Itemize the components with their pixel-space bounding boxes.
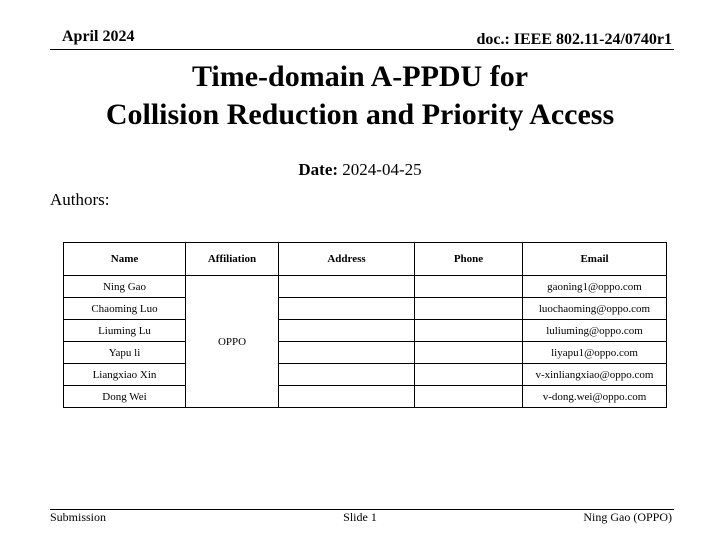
author-email: v-dong.wei@oppo.com (523, 386, 667, 408)
author-email: v-xinliangxiao@oppo.com (523, 364, 667, 386)
title-line-1: Time-domain A-PPDU for (191, 60, 529, 93)
header-name: Name (64, 243, 186, 276)
author-email: luochaoming@oppo.com (523, 298, 667, 320)
author-address (279, 320, 415, 342)
header-address: Address (279, 243, 415, 276)
header-affiliation: Affiliation (186, 243, 279, 276)
footer-author: Ning Gao (OPPO) (583, 510, 672, 524)
author-phone (415, 342, 523, 364)
author-address (279, 298, 415, 320)
date-label: Date: (298, 160, 339, 179)
header-doc-id: doc.: IEEE 802.11-24/0740r1 (476, 31, 672, 48)
date-line (0, 160, 720, 180)
author-phone (415, 320, 523, 342)
table-row (64, 364, 667, 386)
author-phone (415, 386, 523, 408)
footer-slide-number: Slide 1 (343, 510, 377, 524)
author-phone (415, 298, 523, 320)
author-name: Liuming Lu (64, 320, 186, 342)
author-phone (415, 276, 523, 298)
table-row (64, 298, 667, 320)
authors-label: Authors: (50, 190, 110, 209)
author-affiliation: OPPO (186, 276, 279, 408)
author-name: Chaoming Luo (64, 298, 186, 320)
header-phone: Phone (415, 243, 523, 276)
author-address (279, 386, 415, 408)
author-name: Ning Gao (64, 276, 186, 298)
footer-submission: Submission (50, 510, 107, 524)
table-row (64, 320, 667, 342)
author-email: luliuming@oppo.com (523, 320, 667, 342)
author-name: Liangxiao Xin (64, 364, 186, 386)
author-name: Yapu li (64, 342, 186, 364)
author-email: liyapu1@oppo.com (523, 342, 667, 364)
table-row (64, 342, 667, 364)
header-rule (50, 49, 674, 50)
date-value: 2024-04-25 (342, 160, 422, 179)
author-name: Dong Wei (64, 386, 186, 408)
table-row (64, 386, 667, 408)
author-email: gaoning1@oppo.com (523, 276, 667, 298)
title-line-2: Collision Reduction and Priority Access (105, 98, 615, 131)
authors-table (63, 242, 667, 408)
header-email: Email (523, 243, 667, 276)
header-date: April 2024 (62, 28, 135, 45)
author-address (279, 342, 415, 364)
author-phone (415, 364, 523, 386)
table-header-row (64, 243, 667, 276)
table-row (64, 276, 667, 298)
slide-title (0, 58, 720, 134)
author-address (279, 364, 415, 386)
author-address (279, 276, 415, 298)
